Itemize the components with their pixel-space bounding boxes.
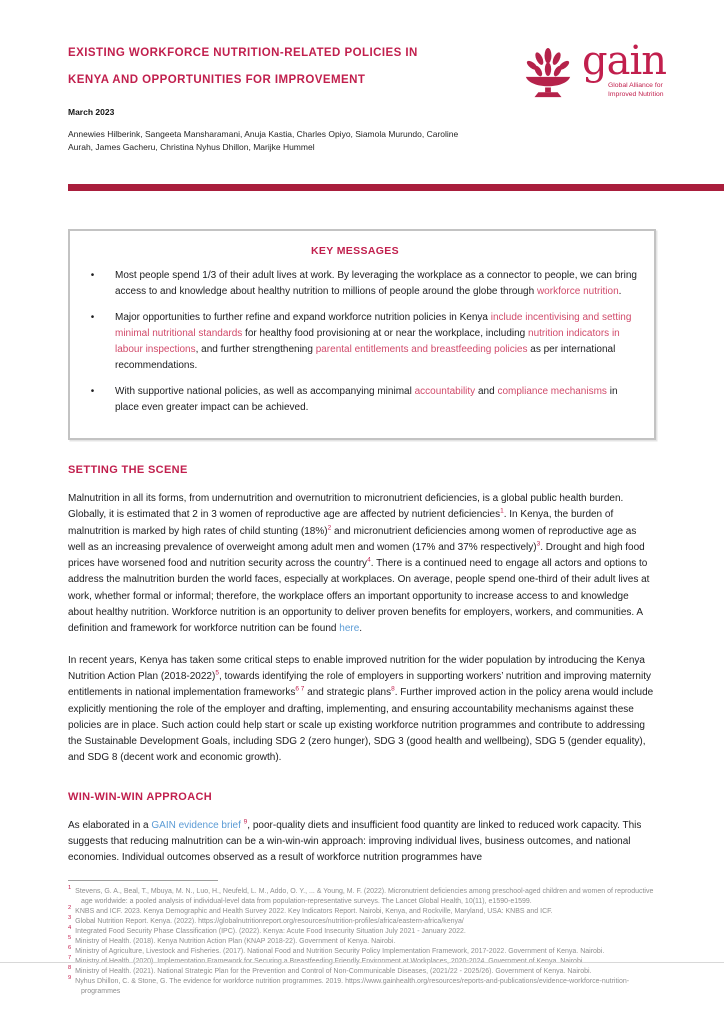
text-segment: for healthy food provisioning at or near the workplace, including	[242, 328, 529, 339]
text-segment: In recent years, Kenya has taken some critical steps to enable improved nutrition for the wider population by introducing the Kenya Nutrition Action Plan (2018-2022)	[68, 654, 645, 682]
bullet-marker: •	[90, 312, 95, 323]
text-segment: .	[618, 286, 622, 297]
body-paragraph	[68, 491, 656, 638]
key-message-item	[70, 268, 640, 300]
bullet-marker: •	[90, 386, 95, 397]
footnote-item	[68, 917, 656, 927]
text-segment: With supportive national policies, as well as accompanying minimal	[115, 386, 415, 397]
text-segment: , towards identifying the role of employers in supporting workers’ nutrition and improving maternity entitlements in national implementation frameworks	[68, 670, 651, 699]
key-message-item	[70, 310, 640, 374]
text-segment: Most people spend 1/3 of their adult lives at work. By leveraging the workplace as a connector to people, we can bring access to and knowledge about healthy nutrition to millions of people around the globe through	[115, 270, 637, 297]
footnote-text: Ministry of Health. (2020). Implementation Framework for Securing a Breastfeeding Friendly Environment at Workplaces, 2020-2024. Government of Kenya. Nairobi.	[73, 957, 585, 965]
page-title-line-1: EXISTING WORKFORCE NUTRITION-RELATED POLICIES IN	[68, 47, 418, 59]
key-messages-list	[70, 268, 640, 416]
gain-tagline-line-1: Global Alliance for	[607, 82, 663, 89]
text-segment: and strategic plans	[304, 687, 392, 699]
text-segment: Major opportunities to further refine and expand workforce nutrition policies in Kenya	[115, 312, 491, 323]
footnote-ref: 1	[500, 507, 504, 515]
highlight-text: accountability	[414, 386, 476, 397]
footnote-number: 6	[68, 945, 72, 952]
section-heading: SETTING THE SCENE	[68, 464, 188, 476]
footnote-text: Ministry of Health. (2018). Kenya Nutrition Action Plan (KNAP 2018-22). Government of Kenya. Nairobi.	[73, 937, 396, 945]
gain-logo	[522, 38, 666, 154]
text-segment: Malnutrition in all its forms, from undernutrition and overnutrition to micronutrient deficiencies, is a global public health burden. Globally, it is estimated that 2 in 3 women of reproductive age are affected by nutrient deficiencies	[68, 493, 624, 521]
footnote-text: Ministry of Agriculture, Livestock and Fisheries. (2017). National Food and Nutrition Security Policy Implementation Framework, 2017-2022. Government of Kenya. Nairobi.	[73, 947, 605, 955]
gain-tagline-line-2: Improved Nutrition	[607, 91, 664, 98]
footnote-text: Nyhus Dhillon, C. & Stone, G. The evidence for workforce nutrition programmes. 2019. https://www.gainhealth.org/resources/reports-and-publications/evidence-workforce-nutrition-programmes	[73, 977, 630, 995]
footnote-number: 5	[68, 935, 72, 942]
footnote-ref: 2	[327, 524, 332, 532]
inline-link[interactable]: here	[339, 623, 360, 635]
footnote-ref: 8	[391, 685, 395, 693]
text-segment: . There is a continued need to engage all actors and options to address the malnutrition burden the world faces, especially at workplaces. On average, people spend one-third of their adult lives at work, whether formal or informal; therefore, the workplace offers an important opportunity to increase access to and knowledge about healthy nutrition. Workforce nutrition is an opportunity to deliver proven benefits for employers, workers, and communities. A definition and framework for workforce nutrition can be found	[68, 558, 650, 635]
text-segment: As elaborated in a	[68, 819, 152, 831]
footnote-text: Stevens, G. A., Beal, T., Mbuya, M. N., Luo, H., Neufeld, L. M., Addo, O. Y., ... & Young, M. F. (2022). Micronutrient deficiencies among preschool-aged children and women of reproductive age worldwide: a pooled analysis of individual-level data from population-representative surveys. The Lancet Global Health, 10(11), e1590-e1599.	[73, 887, 654, 905]
text-segment: . Further improved action in the policy arena would include explicitly mentioning the role of the employer and drafting, implementing, and ensuring accountability mechanisms against these policies are in place. Such action could help start or scale up existing workforce nutrition programmes and contribute to addressing the Sustainable Development Goals, including SDG 2 (zero hunger), SDG 3 (good health and wellbeing), SDG 5 (gender equality), and SDG 8 (decent work and economic growth).	[68, 687, 654, 764]
page-title-line-2: KENYA AND OPPORTUNITIES FOR IMPROVEMENT	[68, 74, 366, 86]
footnote-text: KNBS and ICF. 2023. Kenya Demographic and Health Survey 2022. Key Indicators Report. Nairobi, Kenya, and Rockville, Maryland, USA: KNBS and ICF.	[73, 907, 553, 915]
header-divider-bar	[68, 184, 724, 191]
key-message-text	[115, 310, 640, 374]
key-message-text	[115, 268, 640, 300]
footnote-item	[68, 907, 656, 917]
footnote-number: 8	[68, 965, 72, 972]
text-segment: . In Kenya, the burden of malnutrition is marked by high rates of child stunting (18%)	[68, 509, 614, 537]
section-win-win-win-approach	[68, 791, 656, 867]
key-message-item	[70, 384, 640, 416]
section-heading: WIN-WIN-WIN APPROACH	[68, 790, 213, 803]
footnote-separator-rule	[68, 880, 218, 881]
footnote-item	[68, 887, 656, 907]
footnote-number: 7	[68, 955, 72, 962]
footnote-item	[68, 947, 656, 957]
footnote-item	[68, 927, 656, 937]
page-title	[68, 40, 478, 94]
authors-list: Annewies Hilberink, Sangeeta Mansharamani, Anuja Kastia, Charles Opiyo, Siamola Murundo, Caroline Aurah, James Gacheru, Christina Nyhus Dhillon, Marijke Hummel	[68, 129, 459, 152]
footnote-number: 9	[68, 975, 72, 982]
inline-link[interactable]: GAIN evidence brief	[151, 819, 241, 831]
gain-logo-text	[581, 38, 666, 99]
footnote-ref: 5	[215, 669, 219, 677]
footnotes-block	[68, 880, 656, 997]
footnote-ref: 6 7	[295, 685, 305, 693]
document-header	[0, 0, 724, 154]
footnote-ref: 3	[536, 540, 541, 548]
text-segment: and micronutrient deficiencies among women of reproductive age as well as an increasing prevalence of overweight among adult men and women (17% and 37% respectively)	[68, 525, 637, 553]
publication-date: March 2023	[68, 107, 115, 117]
footnote-item	[68, 977, 656, 997]
text-segment: . Drought and high food prices have worsened food and nutrition security across the country	[68, 541, 645, 570]
document-body	[0, 464, 724, 997]
key-message-text	[115, 384, 640, 416]
footnote-item	[68, 937, 656, 947]
text-segment: .	[359, 623, 363, 635]
highlight-text: compliance mechanisms	[497, 386, 607, 397]
footnote-ref: 9	[243, 818, 248, 826]
key-messages-title: KEY MESSAGES	[310, 245, 400, 257]
gain-wordmark: gain	[581, 38, 666, 84]
body-paragraph	[68, 818, 656, 867]
footnote-ref: 4	[367, 556, 371, 564]
footnote-text: Global Nutrition Report. Kenya. (2022). https://globalnutritionreport.org/resources/nutrition-profiles/africa/eastern-africa/kenya/	[73, 917, 464, 925]
body-paragraph	[68, 653, 656, 767]
footnote-number: 2	[68, 905, 72, 912]
key-messages-box	[68, 229, 656, 440]
text-segment: in place even greater impact can be achieved.	[115, 386, 618, 413]
footnote-number: 1	[68, 885, 72, 892]
highlight-text: nutrition indicators in labour inspections	[115, 328, 620, 355]
title-block	[68, 40, 478, 154]
footnote-number: 3	[68, 915, 72, 922]
footnote-text: Integrated Food Security Phase Classification (IPC). (2022). Kenya: Acute Food Insecurity Situation July 2021 - January 2022.	[73, 927, 466, 935]
wheat-bowl-icon	[522, 46, 574, 102]
text-segment: , and further strengthening	[195, 344, 316, 355]
text-segment: , poor-quality diets and insufficient food quantity are linked to reduced work capacity. This suggests that reducing malnutrition can be a win-win-win approach: improving individual lives, business outcomes, and national economies. Individual outcomes observed as a result of workforce nutrition programmes have	[68, 819, 642, 864]
footnotes-list	[68, 887, 656, 997]
footnote-text: Ministry of Health. (2021). National Strategic Plan for the Prevention and Control of Non-Communicable Diseases, (2021/22 - 2025/26). Government of Kenya. Nairobi.	[73, 967, 592, 975]
text-segment: as per international recommendations.	[115, 344, 616, 371]
bullet-marker: •	[90, 270, 95, 281]
highlight-text: include incentivising and setting minimal nutritional standards	[115, 312, 632, 339]
footnote-item	[68, 967, 656, 977]
highlight-text: workforce nutrition	[536, 286, 619, 297]
section-setting-the-scene	[68, 464, 656, 767]
footnote-number: 4	[68, 925, 72, 932]
highlight-text: parental entitlements and breastfeeding policies	[315, 344, 528, 355]
text-segment: and	[475, 386, 498, 397]
page-bottom-rule	[0, 962, 724, 963]
